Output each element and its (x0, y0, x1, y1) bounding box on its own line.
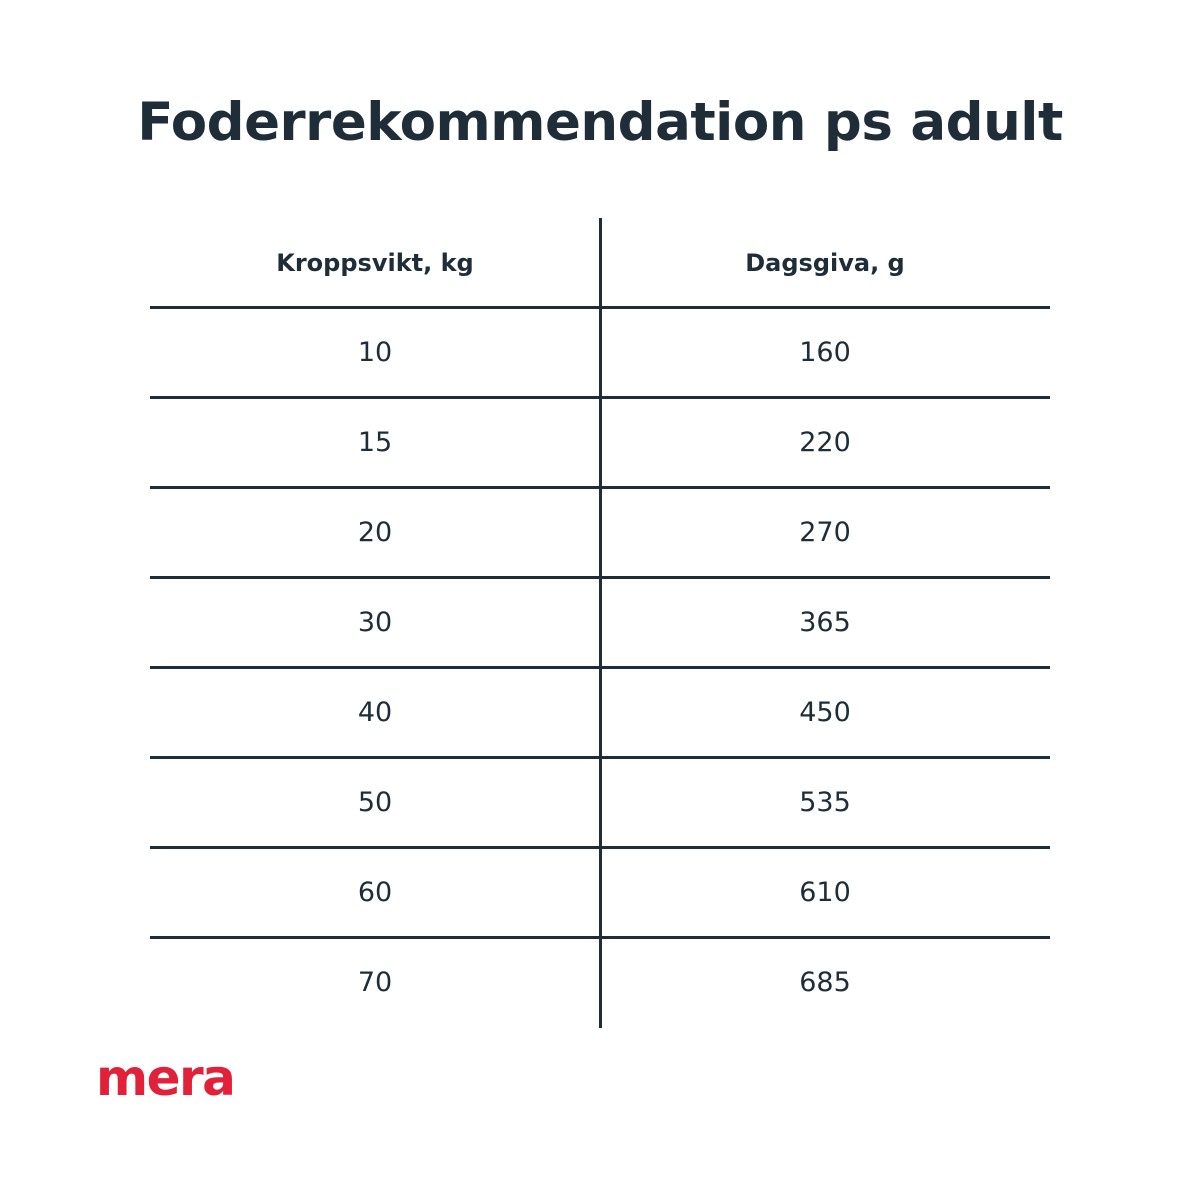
table-row (150, 848, 1050, 938)
table-row (150, 758, 1050, 848)
daily-ration-cell: 365 (799, 607, 851, 638)
body-weight-cell: 30 (357, 607, 393, 638)
body-weight-cell: 70 (357, 967, 393, 998)
mera-logo: mera (96, 1049, 235, 1107)
table-header-row (150, 218, 1050, 308)
body-weight-cell: 15 (357, 427, 393, 458)
page-title: Foderrekommendation ps adult (137, 92, 1063, 153)
table-row (150, 488, 1050, 578)
body-weight-cell: 60 (357, 877, 393, 908)
daily-ration-cell: 450 (799, 697, 851, 728)
daily-ration-cell: 160 (799, 337, 851, 368)
table-row (150, 668, 1050, 758)
daily-ration-cell: 220 (799, 427, 851, 458)
header-body-weight: Kroppsvikt, kg (276, 249, 474, 277)
table-row (150, 578, 1050, 668)
body-weight-cell: 50 (357, 787, 393, 818)
header-daily-ration: Dagsgiva, g (745, 249, 905, 277)
body-weight-cell: 20 (357, 517, 393, 548)
table-row (150, 938, 1050, 1028)
daily-ration-cell: 535 (799, 787, 851, 818)
body-weight-cell: 40 (357, 697, 393, 728)
feeding-table (150, 218, 1050, 1028)
daily-ration-cell: 270 (799, 517, 851, 548)
daily-ration-cell: 685 (799, 967, 851, 998)
table-row (150, 308, 1050, 398)
table-row (150, 398, 1050, 488)
daily-ration-cell: 610 (799, 877, 851, 908)
body-weight-cell: 10 (357, 337, 393, 368)
